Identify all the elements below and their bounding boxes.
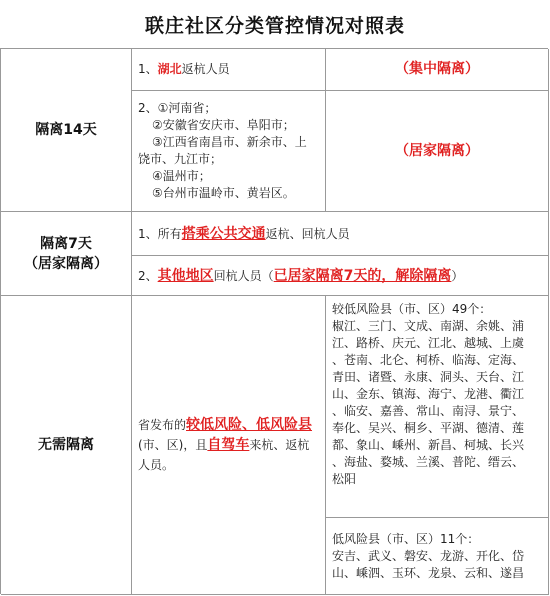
county-line: 山、嵊泗、玉环、龙泉、云和、遂昌 bbox=[332, 565, 525, 580]
centralized-isolation-measure bbox=[326, 49, 549, 91]
hubei-item-suffix: 返杭人员 bbox=[181, 62, 230, 76]
county-line: 、海盐、婺城、兰溪、普陀、缙云、 bbox=[332, 455, 525, 469]
category-7-days bbox=[1, 212, 132, 296]
category-no-isolation-label: 无需隔离 bbox=[38, 437, 94, 453]
province-line: 2、①河南省； bbox=[138, 101, 217, 115]
province-list-item bbox=[132, 91, 326, 212]
desc-text: 省发布的 bbox=[138, 418, 187, 432]
county-line: 椒江、三门、文成、南湖、余姚、浦 bbox=[332, 319, 525, 333]
public-transport-prefix: 1、所有 bbox=[138, 226, 182, 241]
category-14-days-label: 隔离14天 bbox=[35, 122, 97, 138]
home-isolation-label: （居家隔离） bbox=[395, 142, 479, 159]
release-condition-highlight: 已居家隔离7天的，解除隔离 bbox=[273, 267, 452, 284]
category-no-isolation bbox=[1, 296, 132, 595]
desc-text: (市、区)，且 bbox=[138, 438, 208, 452]
category-14-days bbox=[1, 49, 132, 212]
province-line: ⑤台州市温岭市、黄岩区。 bbox=[152, 186, 295, 200]
lower-risk-title: 较低风险县（市、区）49个： bbox=[332, 302, 492, 316]
public-transport-suffix: 返杭、回杭人员 bbox=[265, 226, 350, 241]
hubei-item bbox=[132, 49, 326, 91]
county-line: 松阳 bbox=[332, 472, 357, 486]
province-line: ③江西省南昌市、新余市、上 bbox=[152, 135, 307, 149]
county-line: 青田、诸暨、永康、洞头、天台、江 bbox=[332, 370, 525, 384]
other-regions-middle: 回杭人员（ bbox=[213, 268, 274, 283]
public-transport-highlight: 搭乘公共交通 bbox=[181, 225, 266, 242]
self-drive-description bbox=[132, 296, 326, 595]
hubei-item-prefix: 1、 bbox=[138, 62, 158, 76]
self-drive-highlight: 自驾车 bbox=[207, 437, 250, 453]
province-line: 饶市、九江市； bbox=[138, 152, 223, 166]
other-regions-prefix: 2、 bbox=[138, 268, 158, 283]
hubei-highlight: 湖北 bbox=[157, 62, 182, 76]
category-7-days-label: 隔离7天 bbox=[40, 235, 92, 252]
county-line: 都、象山、嵊州、新昌、柯城、长兴 bbox=[332, 438, 525, 452]
home-isolation-measure bbox=[326, 91, 549, 212]
lower-risk-counties bbox=[326, 296, 549, 518]
county-line: 奉化、吴兴、桐乡、平湖、德清、莲 bbox=[332, 421, 525, 435]
control-table bbox=[0, 48, 548, 594]
province-line: ④温州市； bbox=[152, 169, 211, 183]
table-title: 联庄社区分类管控情况对照表 bbox=[144, 14, 405, 37]
county-line: 山、金东、镇海、海宁、龙港、衢江 bbox=[332, 387, 525, 401]
other-regions-end: ） bbox=[451, 268, 464, 283]
county-line: 江、路桥、庆元、江北、越城、上虞 bbox=[332, 336, 525, 350]
centralized-isolation-label: （集中隔离） bbox=[395, 61, 479, 77]
category-7-days-sub: （居家隔离） bbox=[24, 255, 108, 272]
county-line: 、苍南、北仑、柯桥、临海、定海、 bbox=[332, 353, 525, 367]
public-transport-item bbox=[132, 212, 549, 256]
county-line: 、临安、嘉善、常山、南浔、景宁、 bbox=[332, 404, 525, 418]
desc-text: 来杭、返杭人员。 bbox=[138, 438, 310, 472]
risk-level-highlight: 较低风险、低风险县 bbox=[186, 417, 313, 433]
county-line: 安吉、武义、磐安、龙游、开化、岱 bbox=[332, 548, 525, 563]
province-line: ②安徽省安庆市、阜阳市； bbox=[152, 118, 295, 132]
other-regions-item bbox=[132, 256, 549, 296]
low-risk-title: 低风险县（市、区）11个： bbox=[332, 531, 480, 546]
low-risk-counties bbox=[326, 518, 549, 595]
other-regions-highlight: 其他地区 bbox=[157, 267, 214, 284]
